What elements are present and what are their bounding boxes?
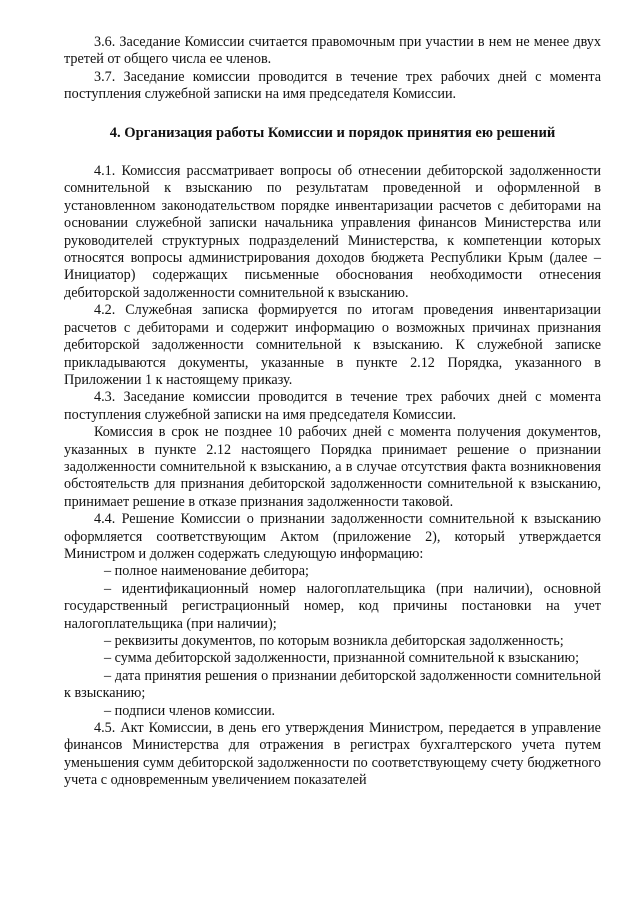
paragraph-4-4: 4.4. Решение Комиссии о признании задолженности сомнительной к взысканию оформляется соответствующим Актом (приложение 2), который утверждается Министром и должен содержать следующую информацию: bbox=[64, 511, 601, 562]
paragraph-3-6: 3.6. Заседание Комиссии считается правомочным при участии в нем не менее двух третей от общего числа ее членов. bbox=[64, 34, 601, 68]
paragraph-3-7: 3.7. Заседание комиссии проводится в течение трех рабочих дней с момента поступления служебной записки на имя председателя Комиссии. bbox=[64, 68, 601, 103]
list-item: – подписи членов комиссии. bbox=[104, 702, 276, 719]
paragraph-4-5: 4.5. Акт Комиссии, в день его утверждения Министром, передается в управление финансов Министерства для отражения в регистрах бухгалтерского учета путем уменьшения сумм дебиторской задолженности по соответствующему счету бюджетного учета с одновременным увеличением показателей bbox=[64, 720, 601, 789]
list-item: – реквизиты документов, по которым возникла дебиторская задолженность; bbox=[104, 633, 564, 649]
paragraph-4-2: 4.2. Служебная записка формируется по итогам проведения инвентаризации расчетов с дебиторами и содержит информацию о возможных причинах признания дебиторской задолженности сомнительной к взысканию. К служебной записке прикладываются документы, указанные в пункте 2.12 Порядка, указанного в Приложении 1 к настоящему приказу. bbox=[64, 302, 601, 388]
list-item: – идентификационный номер налогоплательщика (при наличии), основной государственный регистрационный номер, код причины постановки на учет налогоплательщика (при наличии); bbox=[64, 580, 601, 632]
list-item: – сумма дебиторской задолженности, признанной сомнительной к взысканию; bbox=[104, 650, 580, 667]
list-item: – дата принятия решения о признании дебиторской задолженности сомнительной к взысканию; bbox=[64, 667, 601, 702]
paragraph-4-3-decision: Комиссия в срок не позднее 10 рабочих дней с момента получения документов, указанных в пункте 2.12 настоящего Порядка принимает решение о признании задолженности сомнительной к взысканию, а в случае отсутствия факта возникновения обстоятельств для признания дебиторской задолженности сомнительной к взысканию, принимает решение в отказе признания задолженности таковой. bbox=[64, 424, 601, 510]
list-item: – полное наименование дебитора; bbox=[104, 563, 309, 580]
section-heading: 4. Организация работы Комиссии и порядок принятия ею решений bbox=[109, 124, 556, 141]
paragraph-4-3: 4.3. Заседание комиссии проводится в течение трех рабочих дней с момента поступления служебной записки на имя председателя Комиссии. bbox=[64, 389, 601, 423]
paragraph-4-1: 4.1. Комиссия рассматривает вопросы об отнесении дебиторской задолженности сомнительной к взысканию по результатам проведенной и оформленной в установленном законодательством порядке инвентаризации расчетов с дебиторами на основании служебной записки начальника управления финансов Министерства или руководителей структурных подразделений Министерства, к компетенции которых относятся вопросы администрирования доходов бюджета Республики Крым (далее – Инициатор) содержащих письменные обоснования необходимости отнесения дебиторской задолженности сомнительной к взысканию. bbox=[64, 163, 601, 301]
